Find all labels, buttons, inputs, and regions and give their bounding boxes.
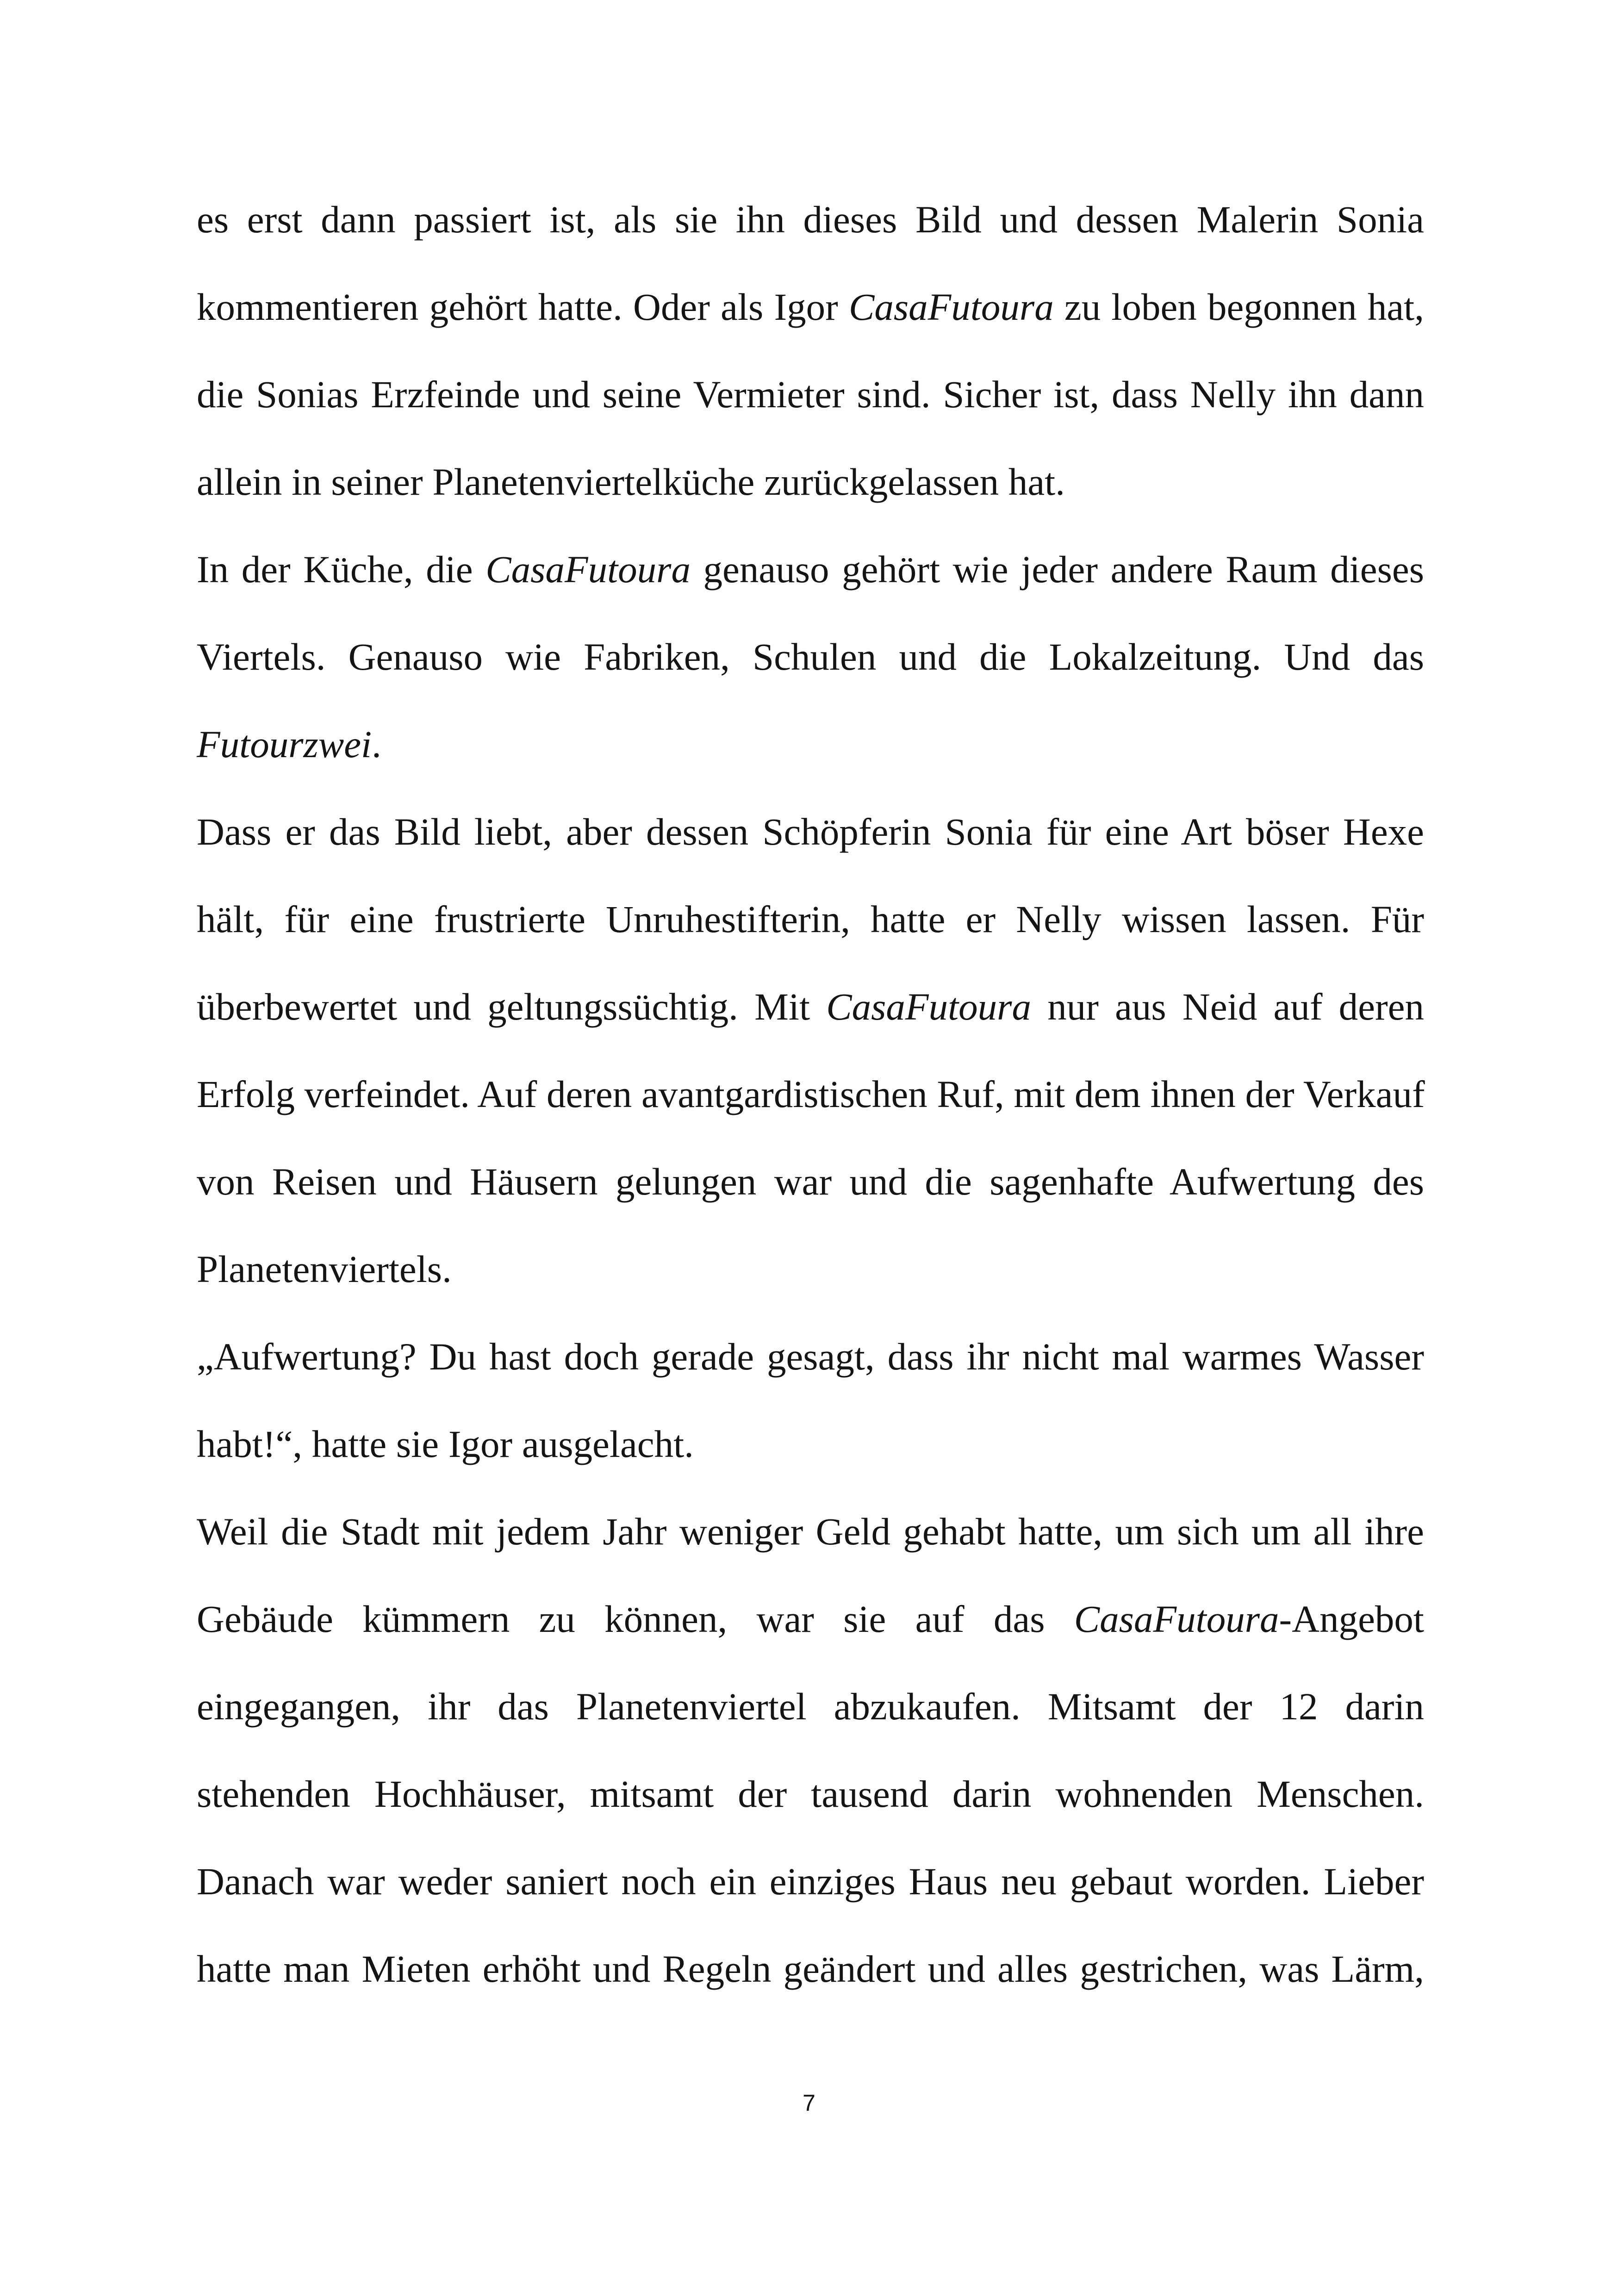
text-segment: -Angebot bbox=[1279, 1598, 1424, 1640]
text-segment: Erfolg verfeindet. Auf deren avantgardistischen Ruf, mit dem ihnen der Verkauf bbox=[197, 1073, 1425, 1115]
italic-term: CasaFutoura bbox=[826, 985, 1031, 1028]
page-number: 7 bbox=[803, 2090, 815, 2116]
text-line bbox=[197, 263, 1424, 351]
text-line bbox=[197, 351, 1424, 438]
text-line bbox=[197, 1051, 1424, 1138]
text-segment: In der Küche, die bbox=[197, 548, 486, 591]
text-line bbox=[197, 1925, 1424, 2013]
text-line bbox=[197, 526, 1424, 613]
text-line bbox=[197, 1488, 1424, 1575]
text-segment: eingegangen, ihr das Planetenviertel abzukaufen. Mitsamt der 12 darin bbox=[197, 1685, 1424, 1728]
text-segment: kommentieren gehört hatte. Oder als Igor bbox=[197, 286, 849, 328]
italic-term: Futourzwei bbox=[197, 723, 372, 765]
text-line bbox=[197, 1575, 1424, 1663]
text-line bbox=[197, 963, 1424, 1051]
text-line bbox=[197, 1750, 1424, 1838]
text-segment: hatte man Mieten erhöht und Regeln geändert und alles gestrichen, was Lärm, bbox=[197, 1948, 1424, 1990]
italic-term: CasaFutoura bbox=[1074, 1598, 1279, 1640]
text-segment: zu loben begonnen hat, bbox=[1053, 286, 1424, 328]
text-line bbox=[197, 788, 1424, 876]
text-line bbox=[197, 701, 1424, 788]
text-segment: überbewertet und geltungssüchtig. Mit bbox=[197, 985, 827, 1028]
text-segment: stehenden Hochhäuser, mitsamt der tausend darin wohnenden Menschen. bbox=[197, 1773, 1424, 1815]
italic-term: CasaFutoura bbox=[848, 286, 1054, 328]
text-segment: Weil die Stadt mit jedem Jahr weniger Geld gehabt hatte, um sich um all ihre bbox=[197, 1510, 1424, 1553]
text-line bbox=[197, 438, 1424, 526]
text-segment: Danach war weder saniert noch ein einziges Haus neu gebaut worden. Lieber bbox=[197, 1860, 1424, 1903]
text-segment: es erst dann passiert ist, als sie ihn dieses Bild und dessen Malerin Sonia bbox=[197, 198, 1424, 241]
text-segment: allein in seiner Planetenviertelküche zurückgelassen hat. bbox=[197, 460, 1065, 503]
text-segment: „Aufwertung? Du hast doch gerade gesagt, dass ihr nicht mal warmes Wasser bbox=[197, 1335, 1424, 1378]
text-segment: Viertels. Genauso wie Fabriken, Schulen und die Lokalzeitung. Und das bbox=[197, 635, 1424, 678]
text-line bbox=[197, 1838, 1424, 1925]
text-segment: habt!“, hatte sie Igor ausgelacht. bbox=[197, 1423, 694, 1465]
text-segment: die Sonias Erzfeinde und seine Vermieter sind. Sicher ist, dass Nelly ihn dann bbox=[197, 373, 1424, 416]
text-segment: nur aus Neid auf deren bbox=[1031, 985, 1425, 1028]
text-segment: von Reisen und Häusern gelungen war und die sagenhafte Aufwertung des bbox=[197, 1160, 1424, 1203]
italic-term: CasaFutoura bbox=[485, 548, 691, 591]
text-line bbox=[197, 1138, 1424, 1226]
text-segment: hält, für eine frustrierte Unruhestifterin, hatte er Nelly wissen lassen. Für bbox=[197, 898, 1424, 940]
text-line bbox=[197, 176, 1424, 263]
text-segment: genauso gehört wie jeder andere Raum dieses bbox=[690, 548, 1425, 591]
text-line bbox=[197, 1313, 1424, 1400]
text-segment: Gebäude kümmern zu können, war sie auf das bbox=[197, 1598, 1074, 1640]
text-segment: . bbox=[372, 723, 381, 765]
text-line bbox=[197, 1226, 1424, 1313]
text-line bbox=[197, 1400, 1424, 1488]
text-segment: Planetenviertels. bbox=[197, 1248, 452, 1290]
text-segment: Dass er das Bild liebt, aber dessen Schöpferin Sonia für eine Art böser Hexe bbox=[197, 810, 1424, 853]
text-line bbox=[197, 876, 1424, 963]
text-line bbox=[197, 613, 1424, 701]
text-line bbox=[197, 1663, 1424, 1750]
body-text bbox=[197, 176, 1424, 2013]
